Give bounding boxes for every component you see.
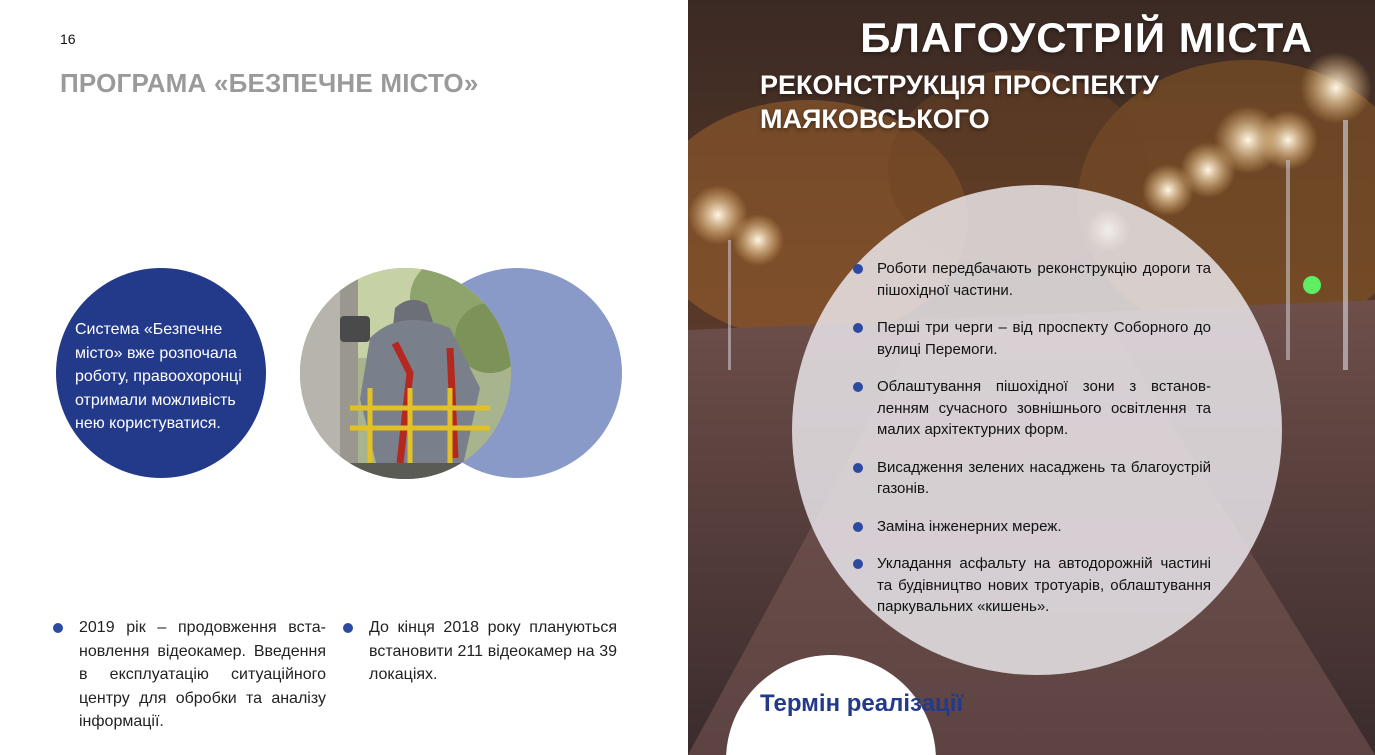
bullet-item (369, 616, 617, 687)
term-label: Термін реалізації (760, 690, 964, 717)
bullet-dot (853, 382, 863, 392)
list-item-text: Облаштування пішохідної зони з встановленням сучасного зовнішнього освітлення та малих архітектурних форм. (877, 378, 1211, 438)
section-subtitle: РЕКОНСТРУКЦІЯ ПРОСПЕКТУ МАЯКОВСЬКОГО (760, 70, 1159, 134)
list-item (877, 376, 1211, 441)
section-title: БЛАГОУСТРІЙ МІСТА (860, 14, 1313, 61)
bullet-text: 2019 рік – продовження встановлення відеокамер. Введення в експлуатацію ситуаційного центру для обробки та аналізу інформації. (79, 619, 326, 730)
bullet-text: До кінця 2018 року плануються встановити 211 відеокамер на 39 локаціях. (369, 619, 617, 683)
photo-illustration (300, 268, 511, 479)
list-item-text: Заміна інженерних мереж. (877, 517, 1062, 535)
info-circle-text: Система «Безпечне місто» вже розпочала роботу, правоохоронці отримали можливість нею користуватися. (75, 321, 242, 432)
list-item-text: Роботи передбачають реконструкцію дороги та пішохідної частини. (877, 260, 1211, 299)
bullet-dot (853, 522, 863, 532)
bullet-dot (853, 323, 863, 333)
list-item (877, 317, 1211, 360)
bullet-item (79, 616, 326, 734)
list-item (877, 457, 1211, 500)
bullet-dot (343, 623, 353, 633)
bullet-dot (853, 264, 863, 274)
list-item-text: Укладання асфальту на автодорожній частині та будівництво нових тротуарів, облаштування паркувальних «кишень». (877, 555, 1211, 615)
worker-installing-camera-photo (300, 268, 511, 479)
list-item (877, 516, 1211, 538)
bullet-dot (853, 463, 863, 473)
page-title: ПРОГРАМА «БЕЗПЕЧНЕ МІСТО» (60, 68, 479, 98)
list-item (877, 553, 1211, 618)
list-item-text: Висадження зелених насаджень та благоустрій газонів. (877, 458, 1211, 497)
works-list (877, 258, 1211, 634)
list-item-text: Перші три черги – від проспекту Соборного до вулиці Перемоги. (877, 319, 1211, 358)
list-item (877, 258, 1211, 301)
right-page (688, 0, 1375, 755)
bullet-dot (53, 623, 63, 633)
bullet-dot (853, 559, 863, 569)
page-number: 16 (60, 31, 76, 47)
